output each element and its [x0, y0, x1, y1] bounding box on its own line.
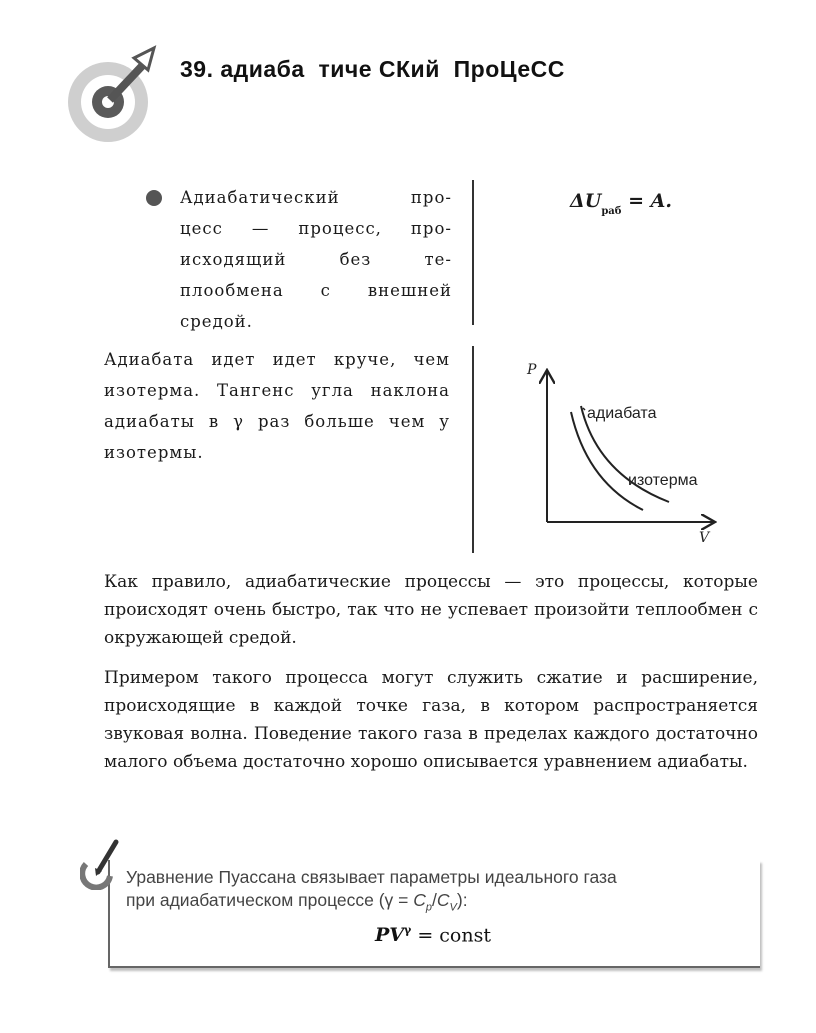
note-line	[126, 889, 756, 920]
slash: /	[432, 890, 437, 910]
note-prefix: при адиабатическом процессе (γ =	[126, 890, 414, 910]
formula-subscript: раб	[601, 206, 622, 217]
bullet-dot	[146, 190, 162, 206]
isotherm-label: изотерма	[628, 472, 698, 489]
poisson-formula	[108, 924, 758, 946]
formula-rest: = A.	[621, 190, 672, 212]
column-divider	[472, 346, 474, 553]
pv-diagram	[515, 352, 735, 550]
x-axis-label: V	[699, 530, 710, 546]
definition-line: средой.	[180, 312, 253, 331]
definition-line: цесс — процесс, про-	[180, 219, 452, 238]
cp-symbol: C	[413, 890, 426, 910]
paragraph: Как правило, адиабатические процессы — это процессы, которые происходят очень быстро, так что не успевает произойти теплообмен с окружающей средой.	[104, 572, 758, 648]
paragraph: Примером такого процесса могут служить сжатие и расширение, происходящие в каждой точке газа, в котором распространяется звуковая волна. Поведение такого газа в пределах каждого достаточно малого объема достаточно хорошо описывается уравнением адиабаты.	[104, 668, 758, 772]
note-suffix: ):	[456, 890, 468, 910]
adiabat-curve	[571, 412, 643, 510]
formula-delta-u: ΔU	[570, 190, 602, 212]
adiabat-label: адиабата	[587, 405, 657, 422]
formula-exponent: γ	[404, 924, 412, 937]
definition-line: плообмена с внешней	[180, 281, 452, 300]
definition-line: исходящий без те-	[180, 250, 452, 269]
energy-formula	[570, 190, 672, 217]
cv-symbol: C	[436, 890, 450, 910]
pen-ring-icon	[80, 838, 124, 890]
adiabat-description: Адиабата идет идет круче, чем изотерма. Тангенс угла наклона адиабаты в γ раз больше чем у изотермы.	[104, 350, 450, 462]
adiabat-pointer	[583, 408, 585, 410]
page-title: 39. адиаба тиче СКий ПроЦеСС	[180, 56, 565, 82]
formula-pv: PV	[375, 924, 405, 947]
definition-line: Адиабатический про-	[180, 188, 452, 207]
y-axis-label: P	[527, 362, 537, 378]
cv-subscript: V	[449, 901, 457, 914]
target-pen-icon	[64, 44, 164, 144]
formula-const: = const	[411, 924, 491, 947]
note-text	[126, 866, 756, 920]
definition-text	[180, 182, 452, 337]
column-divider	[472, 180, 474, 325]
cp-subscript: p	[425, 901, 433, 914]
note-line: Уравнение Пуассана связывает параметры идеального газа	[126, 867, 617, 887]
